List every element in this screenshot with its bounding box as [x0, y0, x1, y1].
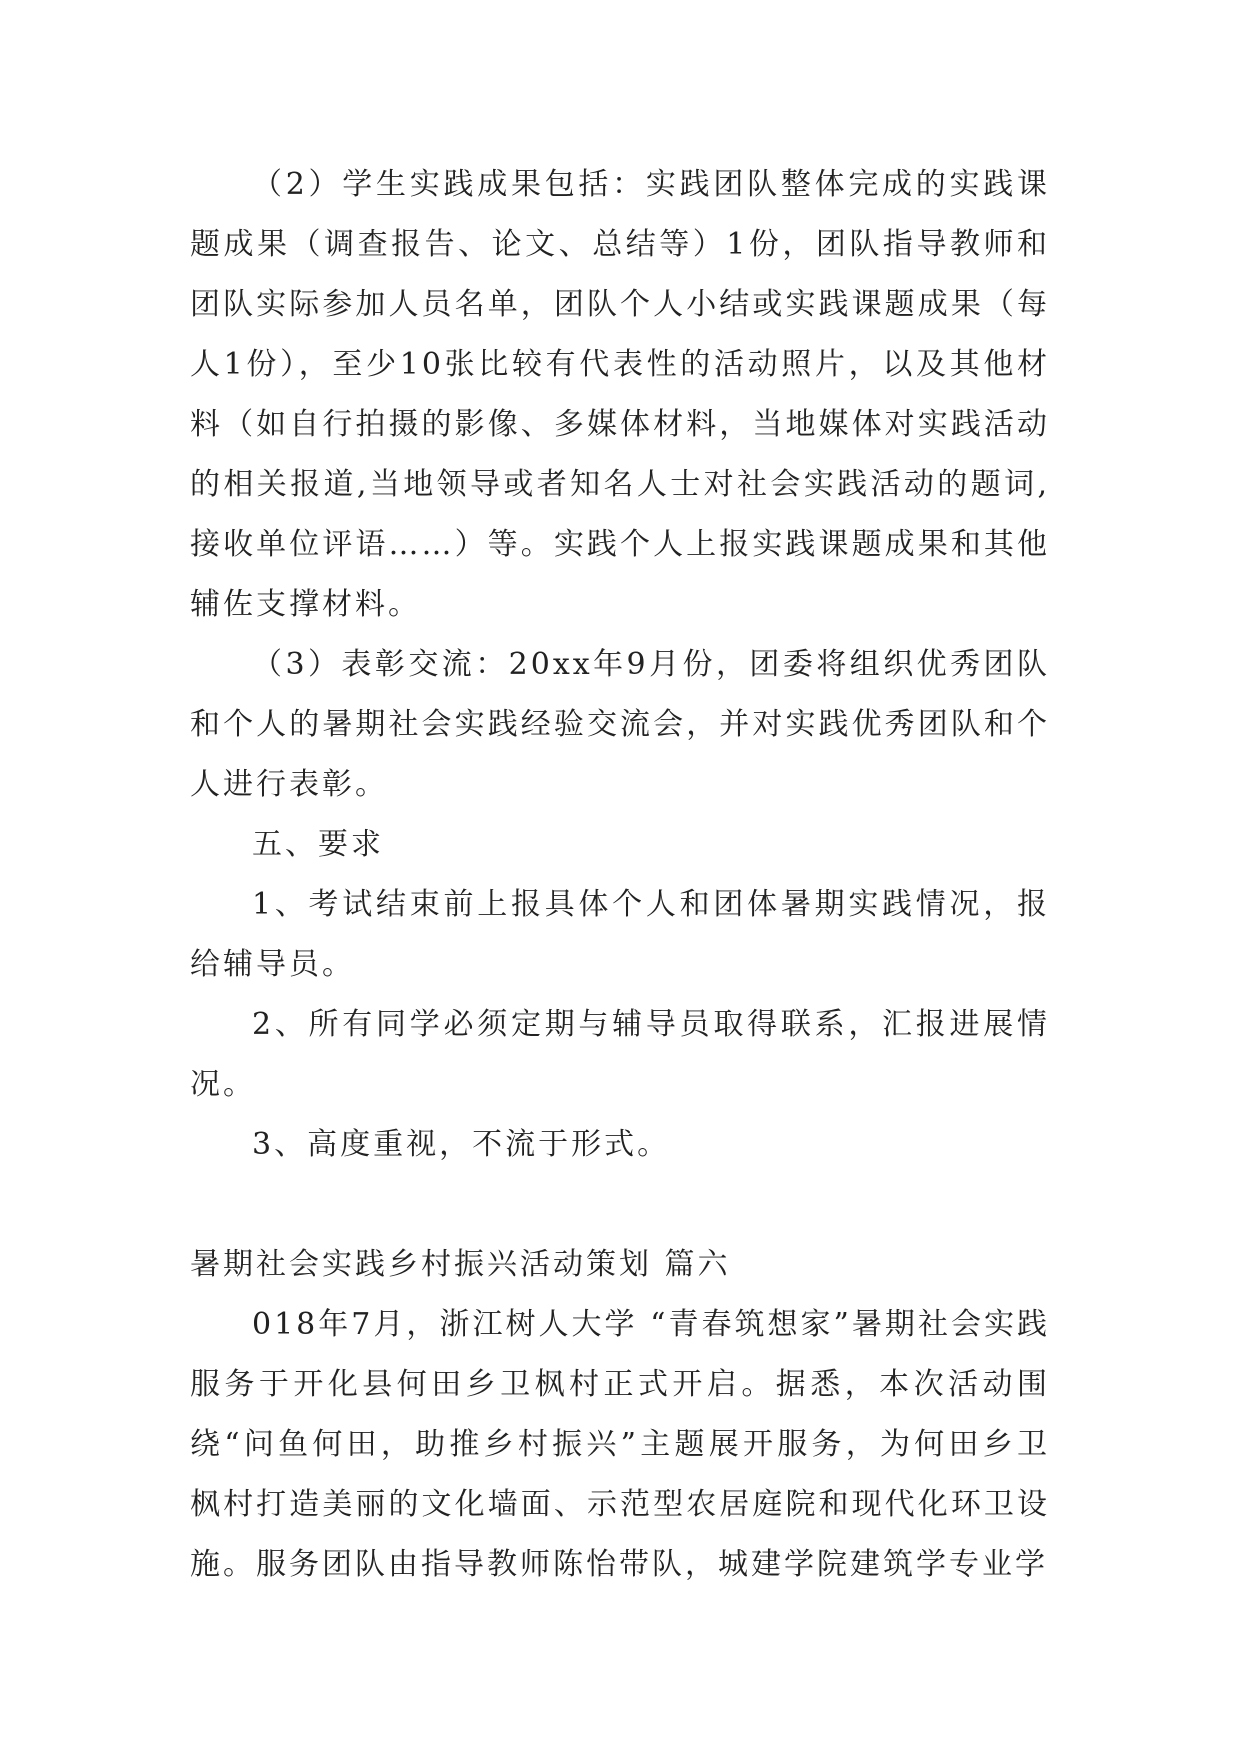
section-title: 暑期社会实践乡村振兴活动策划 篇六: [190, 1247, 731, 1282]
document-body: [190, 155, 1050, 1595]
paragraph-requirement-3: 3、高度重视，不流于形式。: [252, 1127, 671, 1162]
paragraph-section-body: 018年7月，浙江树人大学 “青春筑想家”暑期社会实践服务于开化县何田乡卫枫村正式开启。据悉，本次活动围绕“问鱼何田，助推乡村振兴”主题展开服务，为何田乡卫枫村打造美丽的文化墙面、示范型农居庭院和现代化环卫设施。服务团队由指导教师陈怡带队，城建学院建筑学专业学: [190, 1307, 1050, 1582]
paragraph-requirements-heading: 五、要求: [252, 827, 384, 862]
section-spacer: [190, 1175, 1050, 1235]
paragraph-requirement-1: 1、考试结束前上报具体个人和团体暑期实践情况，报给辅导员。: [190, 887, 1050, 982]
paragraph-commendation: （3）表彰交流：20xx年9月份，团委将组织优秀团队和个人的暑期社会实践经验交流会，并对实践优秀团队和个人进行表彰。: [190, 647, 1050, 802]
paragraph-requirement-2: 2、所有同学必须定期与辅导员取得联系，汇报进展情况。: [190, 1007, 1050, 1102]
paragraph-student-results: （2）学生实践成果包括：实践团队整体完成的实践课题成果（调查报告、论文、总结等）1份，团队指导教师和团队实际参加人员名单，团队个人小结或实践课题成果（每人1份），至少10张比较有代表性的活动照片，以及其他材料（如自行拍摄的影像、多媒体材料，当地媒体对实践活动的相关报道,当地领导或者知名人士对社会实践活动的题词,接收单位评语……）等。实践个人上报实践课题成果和其他辅佐支撑材料。: [190, 167, 1050, 622]
